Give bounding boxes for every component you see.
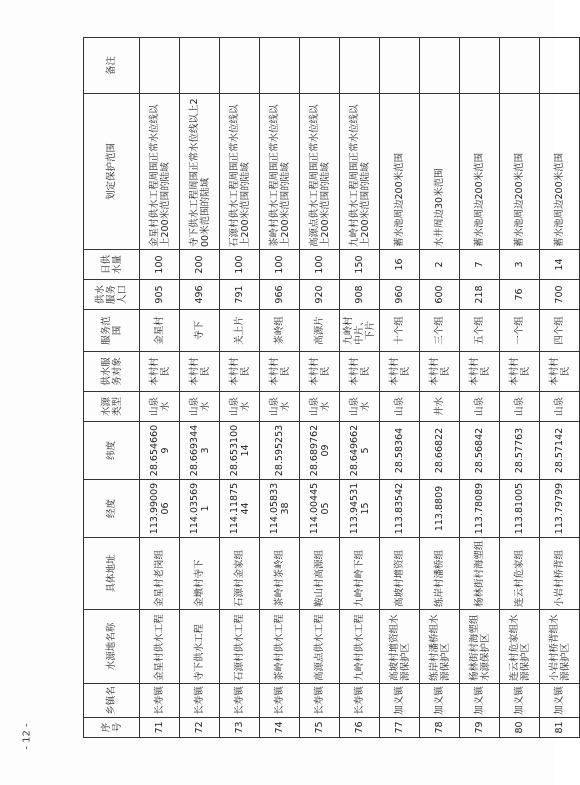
- table-cell: 77: [380, 718, 420, 738]
- table-cell: 高坡村增资组水源保护区: [380, 610, 420, 684]
- header-cell: 经度: [84, 480, 140, 538]
- table-row: [140, 38, 180, 738]
- table-cell: 山泉: [380, 392, 420, 422]
- table-cell: 练岸村潘桥组水源保护区: [420, 610, 460, 684]
- table-cell: 山泉: [500, 392, 540, 422]
- table-cell: 791: [220, 280, 260, 310]
- table-cell: 960: [380, 280, 420, 310]
- table-cell: 218: [460, 280, 500, 310]
- table-cell: 114.0583338: [260, 480, 300, 538]
- table-cell: 金星村老岗组: [140, 538, 180, 610]
- table-cell: 本村村民: [140, 352, 180, 392]
- table-cell: 长寿镇: [220, 684, 260, 718]
- table-cell: 114.035691: [180, 480, 220, 538]
- table-cell: 寺下供水工程周围正常水位线以上200米范围的陆域: [180, 94, 220, 250]
- table-cell: [420, 38, 460, 94]
- table-cell: 连云村危家组: [500, 538, 540, 610]
- header-cell: 具体地址: [84, 538, 140, 610]
- table-cell: 茶岭村供水工程: [260, 610, 300, 684]
- header-cell: 服务范围: [84, 310, 140, 352]
- header-cell: 纬度: [84, 422, 140, 480]
- table-cell: 113.8809: [420, 480, 460, 538]
- table-cell: 71: [140, 718, 180, 738]
- table-cell: 九岭村中片、下片: [340, 310, 380, 352]
- table-cell: 蓄水池周边200米范围: [460, 94, 500, 250]
- table-cell: 练岸村潘桥组: [420, 538, 460, 610]
- table-cell: 本村村民: [340, 352, 380, 392]
- table-cell: 加义镇: [380, 684, 420, 718]
- table-cell: 茶岭组: [260, 310, 300, 352]
- header-cell: 序号: [84, 718, 140, 738]
- page-number: [14, 716, 40, 756]
- table-cell: 本村村民: [220, 352, 260, 392]
- table-cell: 山泉水: [260, 392, 300, 422]
- table-cell: 905: [140, 280, 180, 310]
- table-cell: 本村村民: [460, 352, 500, 392]
- table-cell: 山泉: [460, 392, 500, 422]
- table-cell: 水井周边30米范围: [420, 94, 460, 250]
- table-cell: 井水: [420, 392, 460, 422]
- table-cell: 长寿镇: [260, 684, 300, 718]
- table-cell: 加义镇: [540, 684, 580, 718]
- table-cell: 28.66822: [420, 422, 460, 480]
- table-cell: 本村村民: [500, 352, 540, 392]
- table-cell: 四个组: [540, 310, 580, 352]
- table-row: [340, 38, 380, 738]
- table-cell: 关上片: [220, 310, 260, 352]
- table-cell: 高源点供水工程: [300, 610, 340, 684]
- table-cell: [180, 38, 220, 94]
- table-cell: 114.1187544: [220, 480, 260, 538]
- table-cell: [300, 38, 340, 94]
- table-cell: [460, 38, 500, 94]
- table-cell: 本村村民: [540, 352, 580, 392]
- table-cell: 九岭村供水工程周围正常水位线以上200米范围的陆域: [340, 94, 380, 250]
- header-cell: 供水服务人口: [84, 280, 140, 310]
- table-cell: 600: [420, 280, 460, 310]
- table-body: [140, 38, 580, 738]
- table-cell: 高源片: [300, 310, 340, 352]
- table-cell: 蓄水池周边200米范围: [540, 94, 580, 250]
- table-cell: 2: [420, 250, 460, 280]
- table-cell: 五个组: [460, 310, 500, 352]
- table-cell: 高坡村增资组: [380, 538, 420, 610]
- table-cell: 山泉水: [300, 392, 340, 422]
- table-cell: 加义镇: [500, 684, 540, 718]
- table-cell: 高源点供水工程周围正常水位线以上200米范围的陆域: [300, 94, 340, 250]
- table-cell: 150: [340, 250, 380, 280]
- water-source-table: [83, 37, 580, 738]
- table-cell: 100: [220, 250, 260, 280]
- table-cell: 杨林街村海塑组: [460, 538, 500, 610]
- table-cell: 113.83542: [380, 480, 420, 538]
- table-cell: 76: [340, 718, 380, 738]
- table-row: [540, 38, 580, 738]
- table-cell: 7: [460, 250, 500, 280]
- table-cell: 九岭村岭下组: [340, 538, 380, 610]
- table-cell: 本村村民: [300, 352, 340, 392]
- table-cell: 一个组: [500, 310, 540, 352]
- table-cell: 81: [540, 718, 580, 738]
- table-row: [460, 38, 500, 738]
- table-cell: 石源村供水工程: [220, 610, 260, 684]
- table-row: [260, 38, 300, 738]
- table-cell: 3: [500, 250, 540, 280]
- page-number-text: - 12 -: [21, 722, 33, 750]
- table-row: [420, 38, 460, 738]
- table-cell: 113.9900906: [140, 480, 180, 538]
- table-cell: 山泉水: [180, 392, 220, 422]
- table-cell: 杨林街村海塑组水源保护区: [460, 610, 500, 684]
- table-cell: 28.6496625: [340, 422, 380, 480]
- table-cell: 75: [300, 718, 340, 738]
- table-cell: 石源村供水工程周围正常水位线以上200米范围的陆域: [220, 94, 260, 250]
- table-cell: 920: [300, 280, 340, 310]
- table-cell: 三个组: [420, 310, 460, 352]
- table-cell: 加义镇: [460, 684, 500, 718]
- table-cell: 本村村民: [420, 352, 460, 392]
- table-cell: 113.81005: [500, 480, 540, 538]
- table-cell: 小岩村桥背组水源保护区: [540, 610, 580, 684]
- table-cell: 100: [300, 250, 340, 280]
- table-cell: 鞍山村高源组: [300, 538, 340, 610]
- table-cell: 本村村民: [260, 352, 300, 392]
- table-cell: 79: [460, 718, 500, 738]
- table-cell: 九岭村供水工程: [340, 610, 380, 684]
- table-cell: 73: [220, 718, 260, 738]
- table-cell: 28.57142: [540, 422, 580, 480]
- table-cell: 700: [540, 280, 580, 310]
- table-cell: 114.0044505: [300, 480, 340, 538]
- table-cell: 寺下供水工程: [180, 610, 220, 684]
- table-cell: [500, 38, 540, 94]
- table-cell: 80: [500, 718, 540, 738]
- table-row: [300, 38, 340, 738]
- table-cell: 金墩村寺下: [180, 538, 220, 610]
- table-cell: 28.68976209: [300, 422, 340, 480]
- table-row: [220, 38, 260, 738]
- table-cell: [340, 38, 380, 94]
- table-cell: 113.79799: [540, 480, 580, 538]
- header-cell: 备注: [84, 38, 140, 94]
- table-cell: 寺下: [180, 310, 220, 352]
- table-cell: 茶岭村供水工程周围正常水位线以上200米范围的陆域: [260, 94, 300, 250]
- header-cell: 日供水量: [84, 250, 140, 280]
- table-cell: 16: [380, 250, 420, 280]
- header-cell: 供水服务对象: [84, 352, 140, 392]
- rotated-content: [83, 38, 571, 738]
- table-cell: 28.6546609: [140, 422, 180, 480]
- table-cell: 本村村民: [180, 352, 220, 392]
- table-cell: 100: [140, 250, 180, 280]
- header-cell: 划定保护范围: [84, 94, 140, 250]
- table-cell: 长寿镇: [340, 684, 380, 718]
- table-cell: 908: [340, 280, 380, 310]
- table-cell: 14: [540, 250, 580, 280]
- header-cell: 水源类型: [84, 392, 140, 422]
- table-cell: [260, 38, 300, 94]
- table-cell: 长寿镇: [300, 684, 340, 718]
- table-cell: 78: [420, 718, 460, 738]
- table-cell: 496: [180, 280, 220, 310]
- table-cell: 长寿镇: [140, 684, 180, 718]
- table-cell: 山泉水: [140, 392, 180, 422]
- header-cell: 乡镇名: [84, 684, 140, 718]
- table-cell: 113.78089: [460, 480, 500, 538]
- table-cell: 山泉水: [340, 392, 380, 422]
- table-header-row: [84, 38, 140, 738]
- table-cell: 28.65310014: [220, 422, 260, 480]
- table-row: [380, 38, 420, 738]
- table-row: [500, 38, 540, 738]
- table-cell: 28.56842: [460, 422, 500, 480]
- table-cell: 74: [260, 718, 300, 738]
- table-cell: 石源村金家组: [220, 538, 260, 610]
- table-cell: 28.58364: [380, 422, 420, 480]
- table-cell: 200: [180, 250, 220, 280]
- table-cell: 蓄水池周边200米范围: [500, 94, 540, 250]
- table-cell: 金星村供水工程: [140, 610, 180, 684]
- table-cell: 76: [500, 280, 540, 310]
- table-cell: 28.595253: [260, 422, 300, 480]
- table-cell: 小岩村桥背组: [540, 538, 580, 610]
- table-cell: 113.9453115: [340, 480, 380, 538]
- table-cell: 长寿镇: [180, 684, 220, 718]
- table-row: [180, 38, 220, 738]
- table-cell: 蓄水池周边200米范围: [380, 94, 420, 250]
- table-cell: 28.57763: [500, 422, 540, 480]
- header-cell: 水源地名称: [84, 610, 140, 684]
- table-cell: 十个组: [380, 310, 420, 352]
- table-cell: 本村村民: [380, 352, 420, 392]
- table-cell: 金星村供水工程周围正常水位线以上200米范围的陆域: [140, 94, 180, 250]
- table-cell: 山泉: [540, 392, 580, 422]
- table-cell: [380, 38, 420, 94]
- table-cell: [540, 38, 580, 94]
- table-cell: 966: [260, 280, 300, 310]
- table-cell: 连云村危家组水源保护区: [500, 610, 540, 684]
- table-cell: [140, 38, 180, 94]
- table-cell: 山泉水: [220, 392, 260, 422]
- table-cell: 100: [260, 250, 300, 280]
- table-cell: 金星村: [140, 310, 180, 352]
- table-cell: 加义镇: [420, 684, 460, 718]
- table-cell: 茶岭村茶岭组: [260, 538, 300, 610]
- table-cell: [220, 38, 260, 94]
- table-cell: 28.6693443: [180, 422, 220, 480]
- table-cell: 72: [180, 718, 220, 738]
